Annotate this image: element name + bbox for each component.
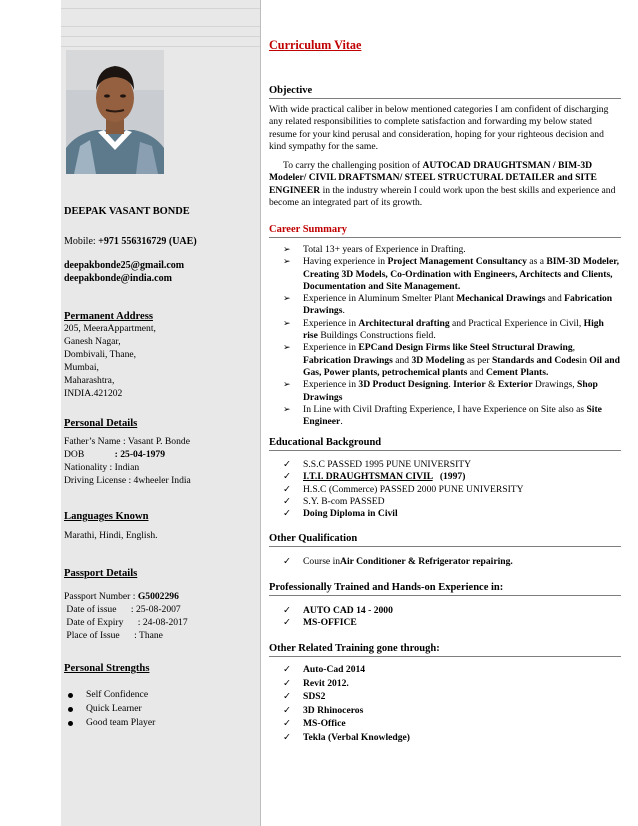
- passport-number-value: G5002296: [137, 591, 179, 602]
- list-item: ➢ Experience in Aluminum Smelter Plant Mechanical Drawings and Fabrication Drawings.: [283, 293, 613, 317]
- professional-training-heading: Professionally Trained and Hands-on Experience in:: [269, 582, 621, 596]
- check-icon: ✓: [283, 664, 291, 675]
- languages-value: Marathi, Hindi, English.: [64, 530, 158, 541]
- career-list: [269, 244, 621, 428]
- strengths-list: [64, 688, 155, 730]
- list-item: ✓ Revit 2012.: [283, 677, 349, 689]
- address-line: INDIA.421202: [64, 388, 123, 399]
- arrow-bullet-icon: ➢: [283, 380, 291, 391]
- place-of-issue: Place of Issue : Thane: [64, 630, 163, 641]
- professional-training-list: [269, 605, 621, 630]
- career-summary-heading: Career Summary: [269, 224, 621, 238]
- passport-number-line: [64, 591, 179, 604]
- date-of-expiry: Date of Expiry : 24-08-2017: [64, 617, 188, 628]
- dob-line: [64, 449, 165, 462]
- list-item: Quick Learner: [64, 702, 155, 716]
- list-item: ✓ AUTO CAD 14 - 2000: [283, 605, 393, 616]
- list-item: ➢ Having experience in Project Management Consultancy as a BIM-3D Modeler, Creating 3D Models, Co-Ordination with Engineers, Architects and Clients, Documentation and Site Management.: [283, 256, 620, 292]
- permanent-address-heading: Permanent Address: [64, 311, 153, 322]
- list-item: ✓ S.S.C PASSED 1995 PUNE UNIVERSITY: [283, 459, 472, 470]
- column-divider: [260, 0, 261, 826]
- list-item: ➢ In Line with Civil Drafting Experience, I have Experience on Site also as Site Engineer.: [283, 403, 602, 428]
- bullet-icon: [68, 707, 73, 712]
- list-item: ✓ S.Y. B-com PASSED: [283, 495, 385, 507]
- mobile-label: Mobile:: [64, 236, 96, 247]
- check-icon: ✓: [283, 508, 291, 520]
- profile-photo: [66, 50, 164, 174]
- check-icon: ✓: [283, 483, 291, 495]
- objective-paragraph: With wide practical caliber in below mentioned categories I am confident of discharging any related responsibilities to complete satisfaction and forwarding my below stated resume for your kind perusal and consideration, hoping for your righteous decision and kind sympathy for the same.: [269, 104, 609, 153]
- list-item: ➢ Experience in EPCand Design Firms like Steel Structural Drawing, Fabrication Drawings and 3D Modeling as per Standards and Codesin Oil and Gas, Power plants, petrochemical plants and Cement Plants.: [283, 342, 620, 378]
- address-line: Dombivali, Thane,: [64, 349, 137, 360]
- other-qualification-list: [269, 556, 621, 568]
- mobile-number: +971 556316729 (UAE): [98, 236, 197, 247]
- objective-paragraph: To carry the challenging position of AUTOCAD DRAUGHTSMAN / BIM-3D Modeler/ CIVIL DRAFTSMAN/ STEEL STRUCTURAL DETAILER and SITE ENGINEER in the industry wherein I could work upon the best skills and experience and become an integrated part of its growth.: [269, 160, 616, 209]
- arrow-bullet-icon: ➢: [283, 318, 291, 329]
- check-icon: ✓: [283, 495, 291, 507]
- list-item: ✓ Auto-Cad 2014: [283, 664, 366, 675]
- check-icon: ✓: [283, 718, 291, 730]
- check-icon: ✓: [283, 605, 291, 616]
- check-icon: ✓: [283, 556, 291, 567]
- list-item: ➢ Experience in 3D Product Designing. Interior & Exterior Drawings, Shop Drawings: [283, 379, 598, 403]
- address-line: Ganesh Nagar,: [64, 336, 121, 347]
- dob-value: : 25-04-1979: [114, 449, 166, 460]
- address-line: Maharashtra,: [64, 375, 115, 386]
- check-icon: ✓: [283, 731, 291, 743]
- address-line: Mumbai,: [64, 362, 99, 373]
- date-of-issue: Date of issue : 25-08-2007: [64, 604, 181, 615]
- check-icon: ✓: [283, 617, 291, 629]
- arrow-bullet-icon: ➢: [283, 294, 291, 305]
- arrow-bullet-icon: ➢: [283, 343, 291, 354]
- page-title: Curriculum Vitae: [269, 38, 362, 52]
- check-icon: ✓: [283, 471, 291, 483]
- check-icon: ✓: [283, 677, 291, 689]
- sidebar-rule: [61, 36, 260, 37]
- objective-heading: Objective: [269, 85, 621, 99]
- passport-number-label: Passport Number :: [64, 591, 136, 602]
- candidate-name: DEEPAK VASANT BONDE: [64, 206, 190, 217]
- list-item: ✓ Doing Diploma in Civil: [283, 508, 398, 520]
- list-item: ✓ SDS2: [283, 691, 326, 703]
- arrow-bullet-icon: ➢: [283, 245, 291, 255]
- check-icon: ✓: [283, 691, 291, 703]
- list-item: ✓ I.T.I. DRAUGHTSMAN CIVIL (1997): [283, 471, 466, 483]
- list-item: ➢ Total 13+ years of Experience in Drafting.: [283, 244, 466, 255]
- dob-label: DOB: [64, 449, 85, 460]
- check-icon: ✓: [283, 704, 291, 716]
- education-heading: Educational Background: [269, 437, 621, 451]
- mobile-line: [64, 236, 197, 249]
- list-item: ✓ 3D Rhinoceros: [283, 704, 364, 716]
- personal-details-heading: Personal Details: [64, 418, 138, 429]
- list-item: ✓ MS-Office: [283, 718, 346, 730]
- sidebar-rule: [61, 46, 260, 47]
- sidebar-rule: [61, 8, 260, 9]
- arrow-bullet-icon: ➢: [283, 257, 291, 268]
- list-item: ✓ MS-OFFICE: [283, 617, 357, 629]
- list-item: ✓ Tekla (Verbal Knowledge): [283, 731, 410, 743]
- list-item: ✓ Course inAir Conditioner & Refrigerator repairing.: [283, 556, 513, 567]
- bullet-icon: [68, 693, 73, 698]
- nationality: Nationality : Indian: [64, 462, 140, 473]
- list-item: Self Confidence: [64, 688, 155, 702]
- email-link[interactable]: deepakbonde25@gmail.com: [64, 260, 185, 271]
- bullet-icon: [68, 721, 73, 726]
- list-item: Good team Player: [64, 716, 155, 730]
- address-line: 205, MeeraAppartment,: [64, 323, 156, 334]
- driving-license: Driving License : 4wheeler India: [64, 475, 191, 486]
- fathers-name: Father’s Name : Vasant P. Bonde: [64, 436, 190, 447]
- list-item: ✓ H.S.C (Commerce) PASSED 2000 PUNE UNIVERSITY: [283, 483, 524, 495]
- other-training-list: [269, 663, 621, 745]
- other-qualification-heading: Other Qualification: [269, 533, 621, 547]
- list-item: ➢ Experience in Architectural drafting and Practical Experience in Civil, High rise Buildings Constructions field.: [283, 317, 604, 342]
- other-training-heading: Other Related Training gone through:: [269, 643, 621, 657]
- sidebar-rule: [61, 26, 260, 27]
- check-icon: ✓: [283, 459, 291, 470]
- languages-heading: Languages Known: [64, 511, 149, 522]
- email-link[interactable]: deepakbonde@india.com: [64, 273, 172, 284]
- education-list: [269, 459, 621, 520]
- arrow-bullet-icon: ➢: [283, 404, 291, 415]
- passport-heading: Passport Details: [64, 568, 138, 579]
- personal-strengths-heading: Personal Strengths: [64, 663, 150, 674]
